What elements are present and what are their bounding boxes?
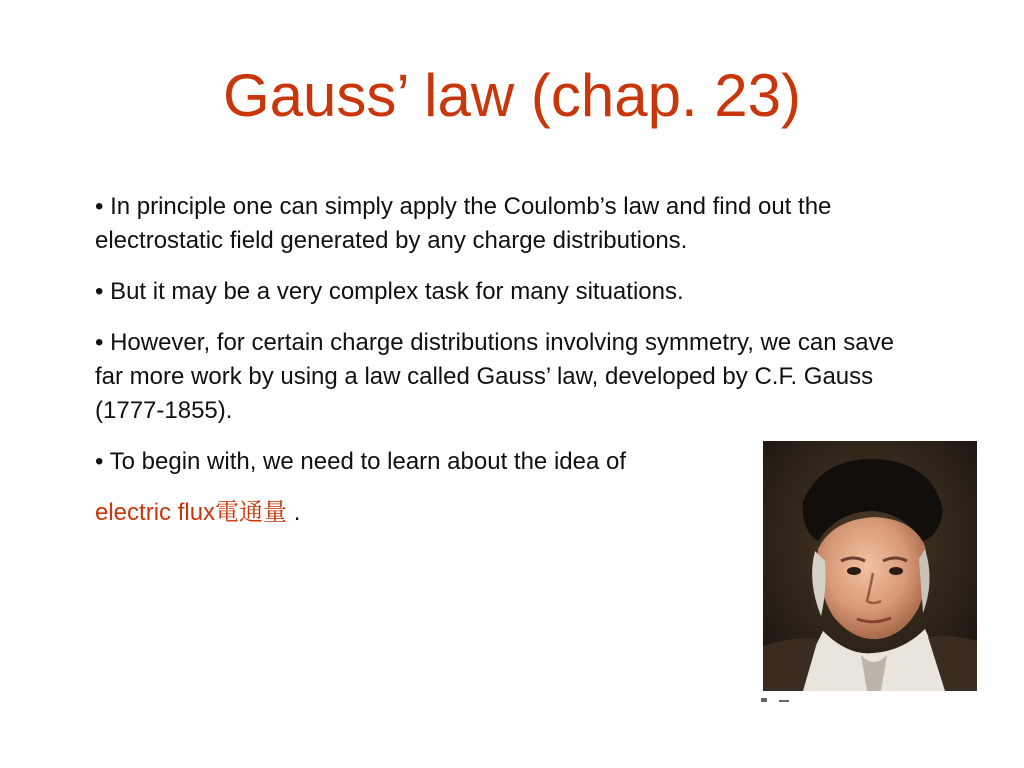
gauss-portrait [763, 441, 977, 691]
portrait-image [763, 441, 977, 691]
electric-flux-term: electric flux電通量 [95, 499, 288, 526]
caption-mark-dash [779, 700, 789, 702]
portrait-caption-mark [761, 698, 791, 704]
portrait-eye-right [889, 567, 903, 575]
caption-mark-dot [761, 698, 767, 702]
bullet-complex-task: • But it may be a very complex task for many situations. [95, 278, 684, 305]
slide-title: Gauss’ law (chap. 23) [222, 62, 802, 129]
bullet-begin: • To begin with, we need to learn about the idea of [95, 448, 626, 475]
portrait-eye-left [847, 567, 861, 575]
flux-suffix: . [287, 499, 301, 526]
bullet-symmetry: • However, for certain charge distributions involving symmetry, we can save far more work by using a law called Gauss’ law, developed by C.F. Gauss (1777-1855). [95, 329, 894, 424]
bullet-coulomb: • In principle one can simply apply the Coulomb’s law and find out the electrostatic field generated by any charge distributions. [95, 193, 832, 254]
